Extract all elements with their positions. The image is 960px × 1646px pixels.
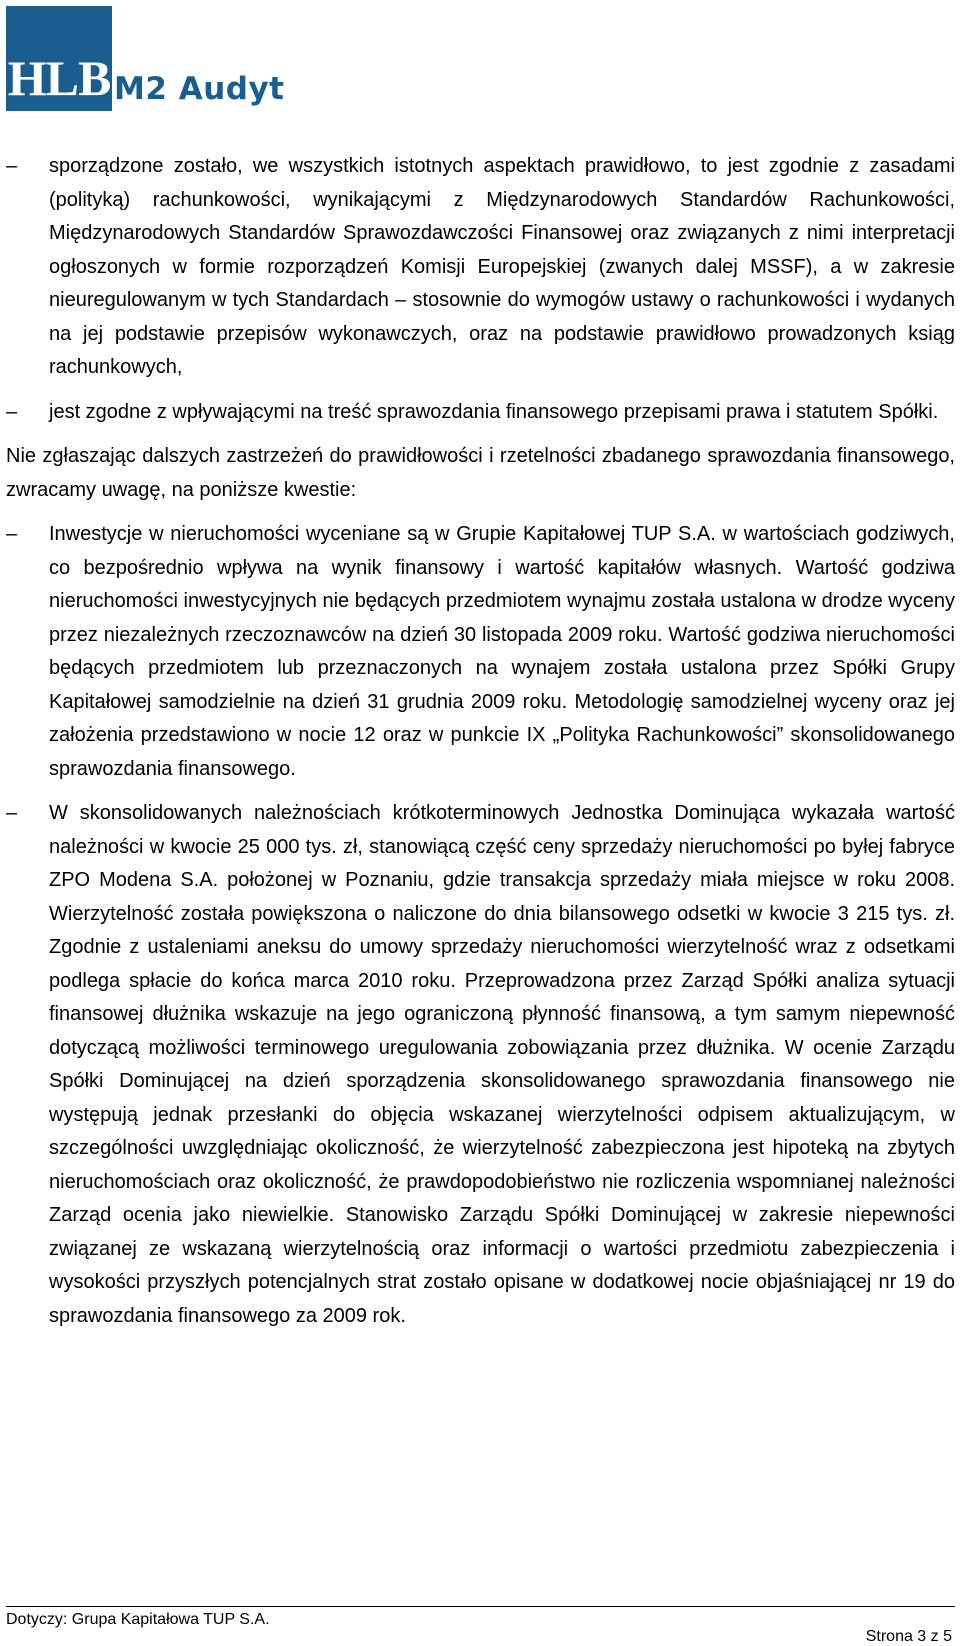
list-item: [6, 797, 955, 1333]
footer-subject: Dotyczy: Grupa Kapitałowa TUP S.A.: [6, 1611, 270, 1628]
dash-bullet: –: [6, 155, 18, 177]
list-item: [6, 518, 955, 786]
paragraph: Nie zgłaszając dalszych zastrzeżeń do prawidłowości i rzetelności zbadanego sprawozdania finansowego, zwracamy uwagę, na poniższe kwestie:: [6, 445, 955, 501]
logo-box: [6, 6, 112, 111]
list-item-text: jest zgodne z wpływającymi na treść sprawozdania finansowego przepisami prawa i statutem Spółki.: [49, 400, 939, 423]
logo-hlb-text: HLB: [7, 50, 111, 106]
dash-bullet: –: [6, 802, 18, 824]
document-body: [6, 150, 955, 1344]
company-logo: [6, 6, 285, 111]
page-number: Strona 3 z 5: [865, 1628, 952, 1645]
list-item: [6, 396, 955, 430]
logo-m2-text: M2 Audyt: [114, 71, 285, 107]
list-item: [6, 150, 955, 385]
list-item-text: sporządzone zostało, we wszystkich istotnych aspektach prawidłowo, to jest zgodnie z zasadami (polityką) rachunkowości, wynikającymi z Międzynarodowych Standardów Rachunkowości, Międzynarodowych Standardów Sprawozdawczości Finansowej oraz związanych z nimi interpretacji ogłoszonych w formie rozporządzeń Komisji Europejskiej (zwanych dalej MSSF), a w zakresie nieuregulowanym w tych Standardach – stosownie do wymogów ustawy o rachunkowości i wydanych na jej podstawie przepisów wykonawczych, oraz na podstawie prawidłowo prowadzonych ksiąg rachunkowych,: [49, 155, 955, 378]
dash-bullet: –: [6, 523, 18, 545]
list-item-text: W skonsolidowanych należnościach krótkoterminowych Jednostka Dominująca wykazała wartość należności w kwocie 25 000 tys. zł, stanowiącą część ceny sprzedaży nieruchomości po byłej fabryce ZPO Modena S.A. położonej w Poznaniu, gdzie transakcja sprzedaży miała miejsce w roku 2008. Wierzytelność została powiększona o naliczone do dnia bilansowego odsetki w kwocie 3 215 tys. zł. Zgodnie z ustaleniami aneksu do umowy sprzedaży nieruchomości wierzytelność wraz z odsetkami podlega spłacie do końca marca 2010 roku. Przeprowadzona przez Zarząd Spółki analiza sytuacji finansowej dłużnika wskazuje na jego ograniczoną płynność finansową, a tym samym niepewność dotyczącą możliwości terminowego uregulowania zobowiązania przez dłużnika. W ocenie Zarządu Spółki Dominującej na dzień sporządzenia skonsolidowanego sprawozdania finansowego nie występują jednak przesłanki do objęcia wskazanej wierzytelności odpisem aktualizującym, w szczególności uwzględniając okoliczność, że wierzytelność zabezpieczona jest hipoteką na zbytych nieruchomościach oraz okoliczność, że prawdopodobieństwo nie rozliczenia wspomnianej należności Zarząd ocenia jako niewielkie. Stanowisko Zarządu Spółki Dominującej w zakresie niepewności związanej ze wskazaną wierzytelnością oraz informacji o wartości przedmiotu zabezpieczenia i wysokości przyszłych potencjalnych strat zostało opisane w dodatkowej nocie objaśniającej nr 19 do sprawozdania finansowego za 2009 rok.: [49, 802, 955, 1327]
footer-divider: [6, 1606, 955, 1607]
list-item-text: Inwestycje w nieruchomości wyceniane są w Grupie Kapitałowej TUP S.A. w wartościach godziwych, co bezpośrednio wpływa na wynik finansowy i wartość kapitałów własnych. Wartość godziwa nieruchomości inwestycyjnych nie będących przedmiotem wynajmu została ustalona w drodze wyceny przez niezależnych rzeczoznawców na dzień 30 listopada 2009 roku. Wartość godziwa nieruchomości będących przedmiotem lub przeznaczonych na wynajem została ustalona przez Spółki Grupy Kapitałowej samodzielnie na dzień 31 grudnia 2009 roku. Metodologię samodzielnej wyceny oraz jej założenia przedstawiono w nocie 12 oraz w punkcie IX „Polityka Rachunkowości” skonsolidowanego sprawozdania finansowego.: [49, 523, 955, 780]
dash-bullet: –: [6, 400, 18, 423]
